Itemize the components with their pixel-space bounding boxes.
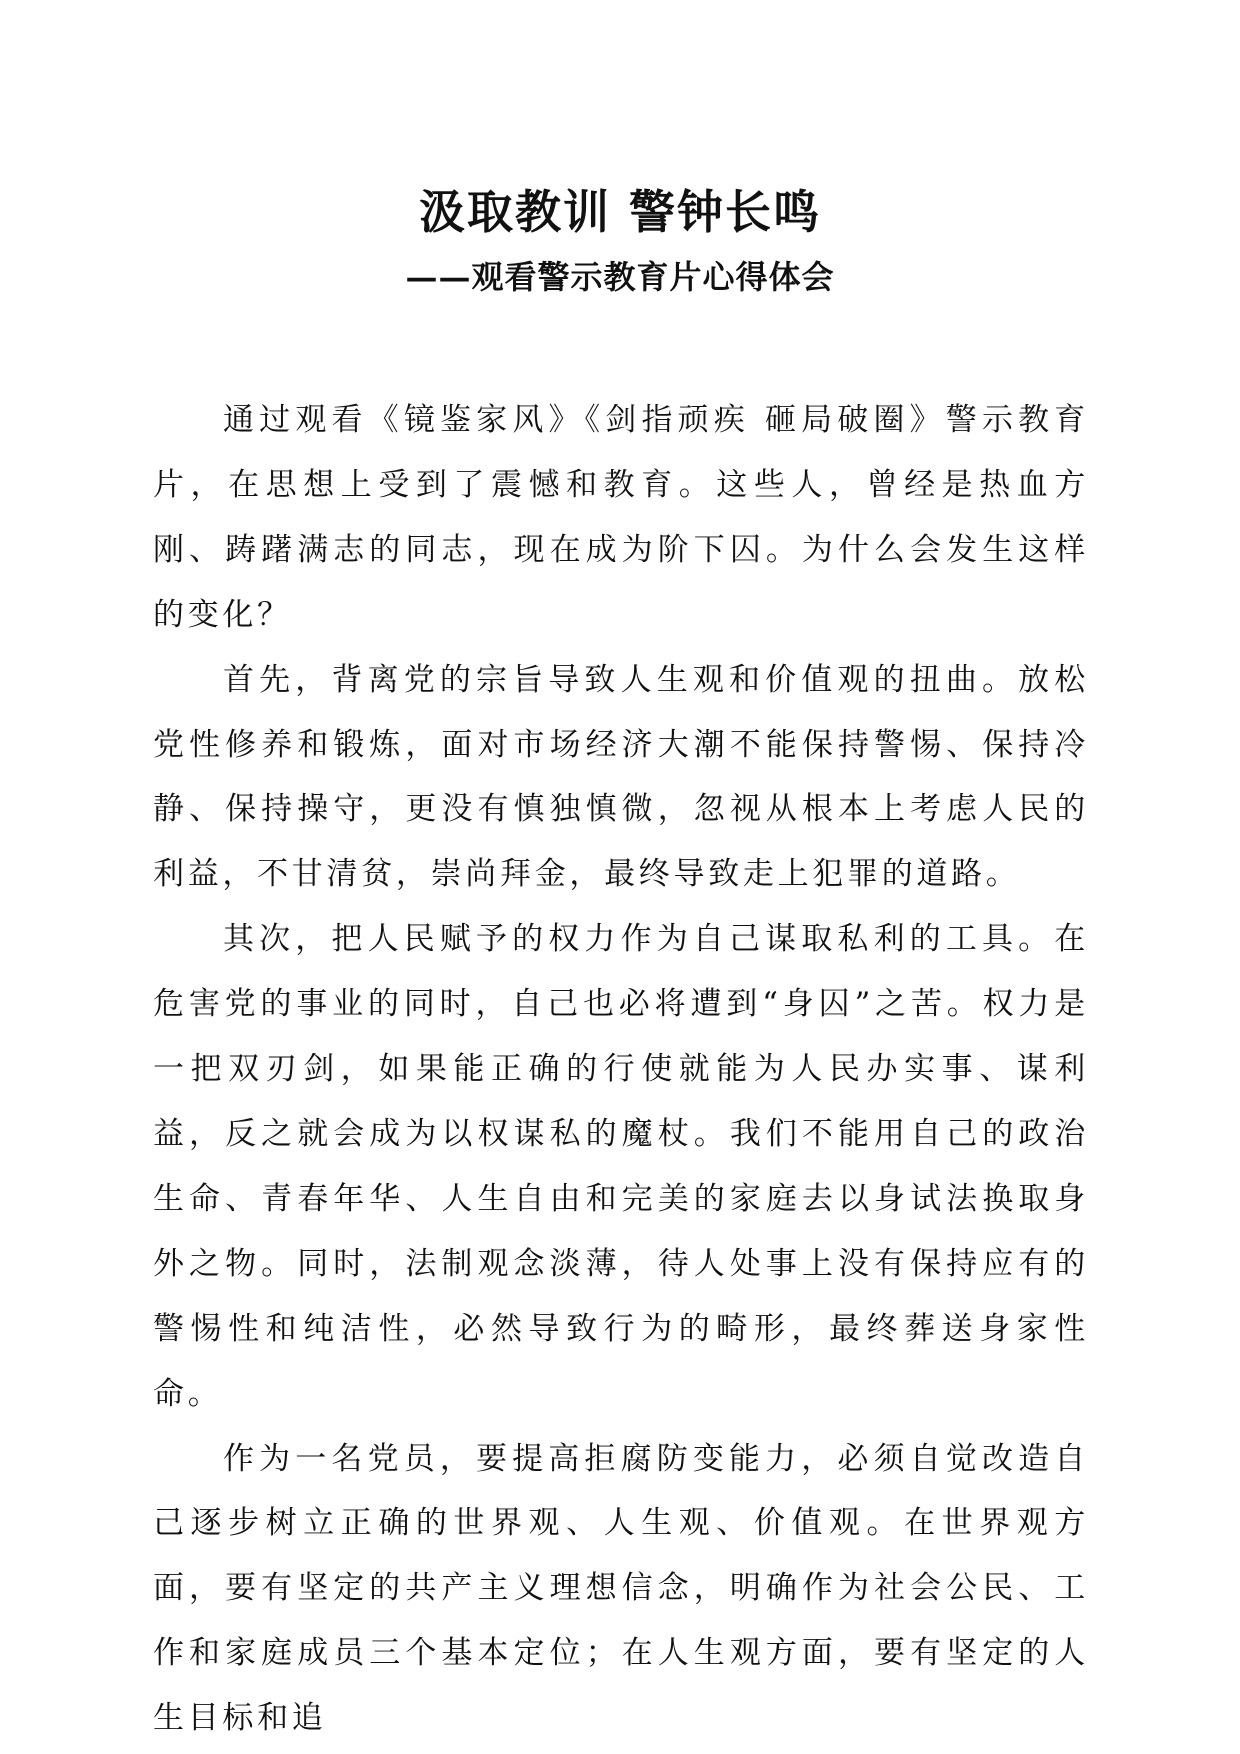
paragraph: 作为一名党员，要提高拒腐防变能力，必须自觉改造自己逐步树立正确的世界观、人生观、价值观。在世界观方面，要有坚定的共产主义理想信念，明确作为社会公民、工作和家庭成员三个基本定位；在人生观方面，要有坚定的人生目标和追: [153, 1440, 1089, 1737]
page-title: 汲取教训 警钟长鸣: [418, 185, 821, 239]
document-body: [153, 388, 1089, 1751]
paragraph: 其次，把人民赋予的权力作为自己谋取私利的工具。在危害党的事业的同时，自己也必将遭到“身囚”之苦。权力是一把双刃剑，如果能正确的行使就能为人民办实事、谋利益，反之就会成为以权谋私的魔杖。我们不能用自己的政治生命、青春年华、人生自由和完美的家庭去以身试法换取身外之物。同时，法制观念淡薄，待人处事上没有保持应有的警惕性和纯洁性，必然导致行为的畸形，最终葬送身家性命。: [153, 921, 1089, 1412]
paragraph: 首先，背离党的宗旨导致人生观和价值观的扭曲。放松党性修养和锻炼，面对市场经济大潮不能保持警惕、保持冷静、保持操守，更没有慎独慎微，忽视从根本上考虑人民的利益，不甘清贫，崇尚拜金，最终导致走上犯罪的道路。: [153, 661, 1089, 893]
paragraph: 通过观看《镜鉴家风》《剑指顽疾 砸局破圈》警示教育片，在思想上受到了震憾和教育。这些人，曾经是热血方刚、踌躇满志的同志，现在成为阶下囚。为什么会发生这样的变化？: [153, 402, 1089, 633]
page-subtitle: ——观看警示教育片心得体会: [405, 258, 835, 296]
